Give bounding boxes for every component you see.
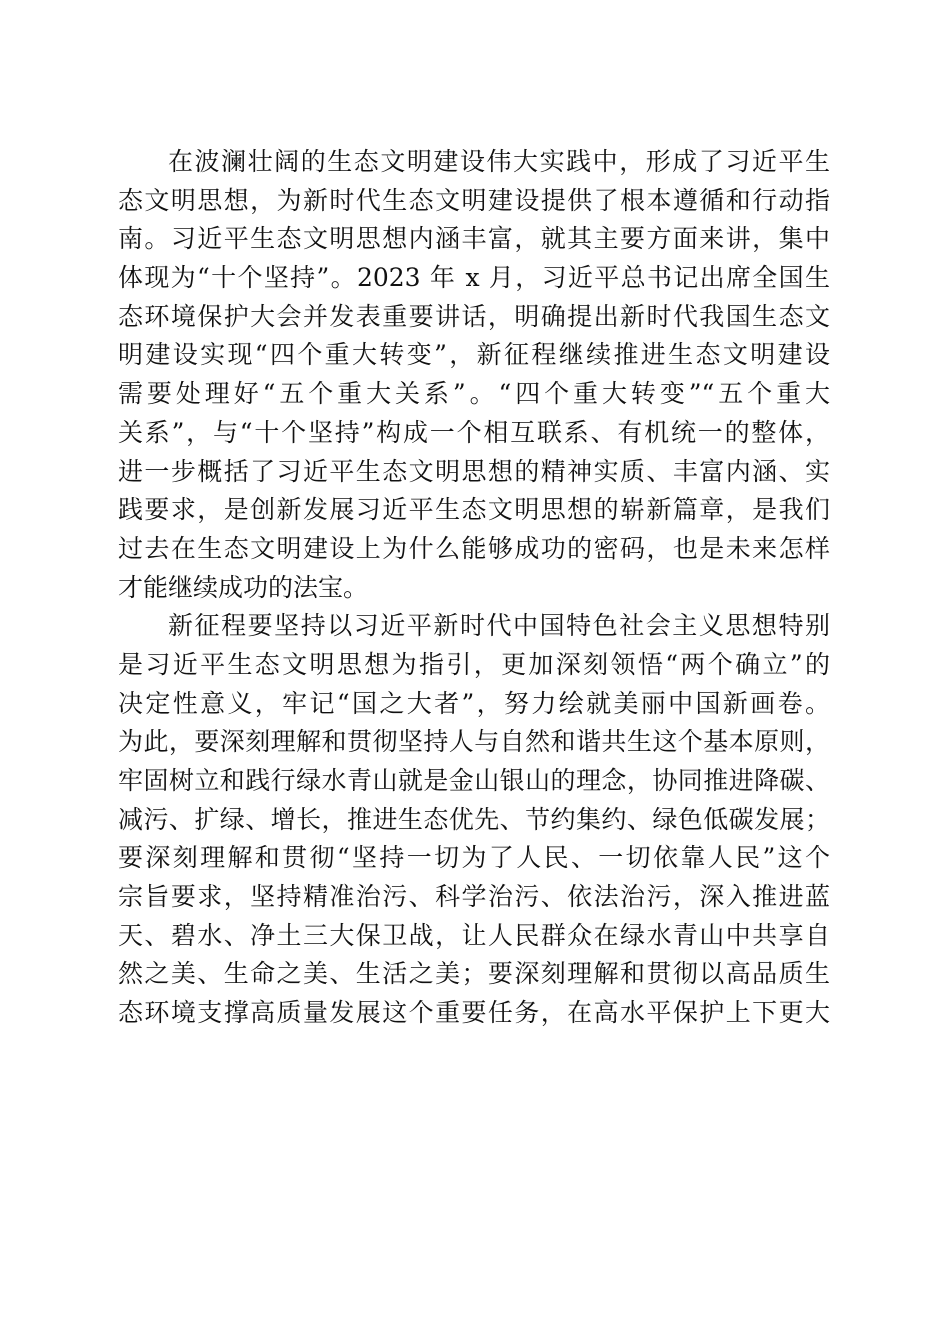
text-line: 过去在生态文明建设上为什么能够成功的密码，也是未来怎样 (118, 533, 830, 563)
text-line: 天、碧水、净土三大保卫战，让人民群众在绿水青山中共享自 (118, 920, 830, 950)
text-line: 关系”，与“十个坚持”构成一个相互联系、有机统一的整体， (118, 417, 830, 447)
text-line: 践要求，是创新发展习近平生态文明思想的崭新篇章，是我们 (118, 495, 830, 525)
text-line: 要深刻理解和贯彻“坚持一切为了人民、一切依靠人民”这个 (118, 843, 830, 873)
paragraph-1 (118, 143, 830, 607)
text-line: 需要处理好“五个重大关系”。“四个重大转变”“五个重大 (118, 379, 830, 409)
text-line: 体现为“十个坚持”。2023 年 x 月，习近平总书记出席全国生 (118, 263, 830, 293)
text-line: 态环境保护大会并发表重要讲话，明确提出新时代我国生态文 (118, 301, 830, 331)
text-line: 才能继续成功的法宝。 (118, 572, 369, 602)
document-body (118, 143, 830, 1033)
text-line: 决定性意义，牢记“国之大者”，努力绘就美丽中国新画卷。 (118, 688, 830, 718)
text-line: 明建设实现“四个重大转变”，新征程继续推进生态文明建设 (118, 340, 830, 370)
text-line: 进一步概括了习近平生态文明思想的精神实质、丰富内涵、实 (118, 456, 830, 486)
text-line: 态环境支撑高质量发展这个重要任务，在高水平保护上下更大 (118, 998, 830, 1028)
text-line: 在波澜壮阔的生态文明建设伟大实践中，形成了习近平生 (168, 147, 830, 176)
paragraph-2 (118, 607, 830, 1033)
text-line: 南。习近平生态文明思想内涵丰富，就其主要方面来讲，集中 (118, 224, 830, 254)
text-line: 牢固树立和践行绿水青山就是金山银山的理念，协同推进降碳、 (118, 766, 830, 795)
text-line: 态文明思想，为新时代生态文明建设提供了根本遵循和行动指 (118, 185, 830, 215)
text-line: 然之美、生命之美、生活之美；要深刻理解和贯彻以高品质生 (118, 959, 830, 989)
text-line: 是习近平生态文明思想为指引，更加深刻领悟“两个确立”的 (118, 649, 830, 679)
text-line: 减污、扩绿、增长，推进生态优先、节约集约、绿色低碳发展； (118, 804, 830, 834)
text-line: 为此，要深刻理解和贯彻坚持人与自然和谐共生这个基本原则， (118, 727, 830, 757)
text-line: 新征程要坚持以习近平新时代中国特色社会主义思想特别 (168, 611, 830, 641)
text-line: 宗旨要求，坚持精准治污、科学治污、依法治污，深入推进蓝 (118, 882, 830, 912)
